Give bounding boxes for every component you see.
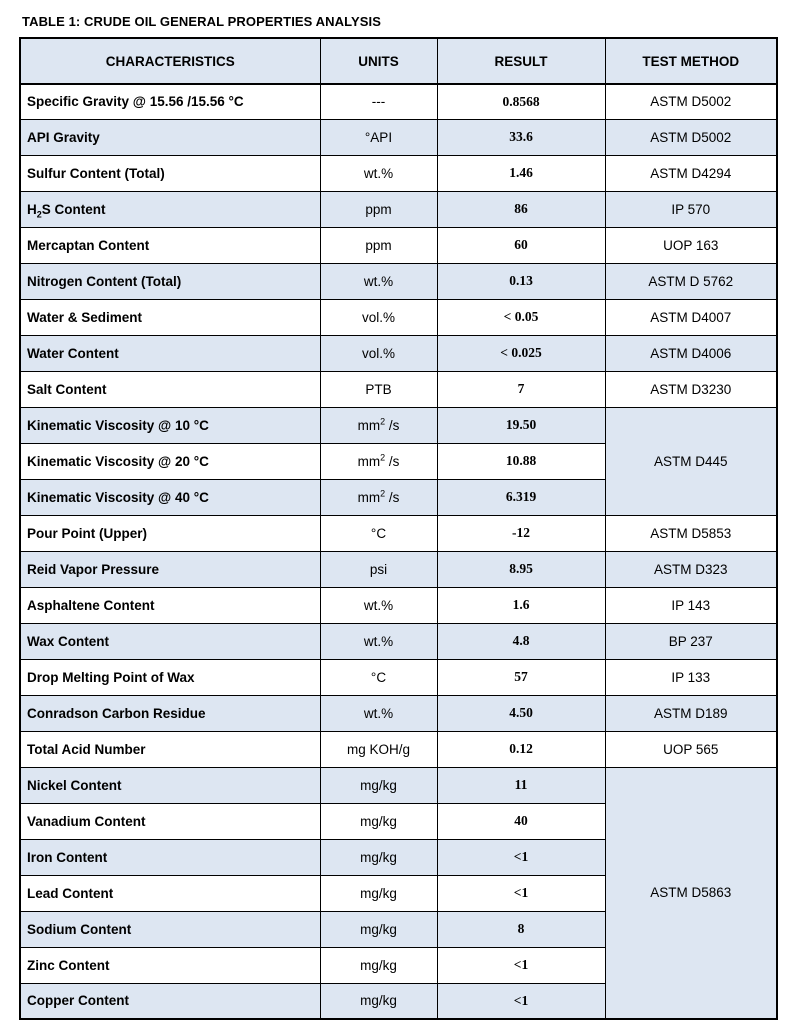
result-cell: 11 [437,767,605,803]
characteristic-cell: Water & Sediment [20,299,320,335]
test-method-cell: ASTM D445 [605,407,777,515]
characteristic-cell: $H_2S$ Content [20,191,320,227]
units-cell: ppm [320,191,437,227]
result-cell: <1 [437,839,605,875]
units-cell: ppm [320,227,437,263]
result-cell: 1.6 [437,587,605,623]
units-cell: vol.% [320,335,437,371]
table-row [20,551,777,587]
result-cell: <1 [437,875,605,911]
test-method-cell: ASTM D5002 [605,119,777,155]
test-method-cell: IP 570 [605,191,777,227]
result-cell: 19.50 [437,407,605,443]
table-row [20,767,777,803]
characteristic-cell: Conradson Carbon Residue [20,695,320,731]
test-method-cell: IP 143 [605,587,777,623]
units-cell: $mm^2$ /s [320,443,437,479]
units-cell: wt.% [320,587,437,623]
result-cell: <1 [437,947,605,983]
result-cell: 8 [437,911,605,947]
result-cell: 1.46 [437,155,605,191]
table-row [20,407,777,443]
test-method-cell: UOP 565 [605,731,777,767]
units-cell: mg/kg [320,983,437,1019]
result-cell: 60 [437,227,605,263]
characteristic-cell: Sodium Content [20,911,320,947]
test-method-cell: UOP 163 [605,227,777,263]
table-row [20,84,777,119]
characteristic-cell: Mercaptan Content [20,227,320,263]
characteristic-cell: Asphaltene Content [20,587,320,623]
result-cell: <1 [437,983,605,1019]
table-title: TABLE 1: CRUDE OIL GENERAL PROPERTIES ANALYSIS [22,14,382,29]
result-cell: 6.319 [437,479,605,515]
units-cell: $mm^2$ /s [320,479,437,515]
characteristic-cell: Lead Content [20,875,320,911]
test-method-cell: ASTM D4294 [605,155,777,191]
table-row [20,515,777,551]
characteristic-cell: Zinc Content [20,947,320,983]
units-cell: psi [320,551,437,587]
table-row [20,191,777,227]
characteristic-cell: Copper Content [20,983,320,1019]
characteristic-cell: Wax Content [20,623,320,659]
result-cell: 57 [437,659,605,695]
units-cell: mg KOH/g [320,731,437,767]
header-result: RESULT [437,38,605,84]
units-cell: vol.% [320,299,437,335]
table-row [20,695,777,731]
table-row [20,119,777,155]
test-method-cell: IP 133 [605,659,777,695]
test-method-cell: ASTM D189 [605,695,777,731]
characteristic-cell: Kinematic Viscosity @ 20 °C [20,443,320,479]
table-row [20,587,777,623]
table-row [20,227,777,263]
result-cell: < 0.05 [437,299,605,335]
result-cell: 0.12 [437,731,605,767]
test-method-cell: ASTM D323 [605,551,777,587]
result-cell: 4.8 [437,623,605,659]
characteristic-cell: Kinematic Viscosity @ 40 °C [20,479,320,515]
header-characteristics: CHARACTERISTICS [20,38,320,84]
characteristic-cell: API Gravity [20,119,320,155]
result-cell: 0.8568 [437,84,605,119]
result-cell: < 0.025 [437,335,605,371]
header-row [20,38,777,84]
properties-table [19,37,778,1020]
units-cell: mg/kg [320,767,437,803]
units-cell: mg/kg [320,947,437,983]
result-cell: 4.50 [437,695,605,731]
units-cell: °C [320,659,437,695]
characteristic-cell: Nickel Content [20,767,320,803]
characteristic-cell: Total Acid Number [20,731,320,767]
units-cell: PTB [320,371,437,407]
units-cell: mg/kg [320,875,437,911]
result-cell: 40 [437,803,605,839]
characteristic-cell: Nitrogen Content (Total) [20,263,320,299]
table-row [20,731,777,767]
result-cell: 10.88 [437,443,605,479]
test-method-cell: BP 237 [605,623,777,659]
units-cell: mg/kg [320,911,437,947]
test-method-cell: ASTM D5002 [605,84,777,119]
table-row [20,155,777,191]
result-cell: 86 [437,191,605,227]
units-cell: wt.% [320,623,437,659]
result-cell: 0.13 [437,263,605,299]
characteristic-cell: Sulfur Content (Total) [20,155,320,191]
table-row [20,299,777,335]
units-cell: wt.% [320,695,437,731]
table-row [20,623,777,659]
table-row [20,659,777,695]
result-cell: 8.95 [437,551,605,587]
units-cell: °C [320,515,437,551]
units-cell: wt.% [320,263,437,299]
units-cell: $mm^2$ /s [320,407,437,443]
units-cell: °API [320,119,437,155]
characteristic-cell: Kinematic Viscosity @ 10 °C [20,407,320,443]
characteristic-cell: Vanadium Content [20,803,320,839]
units-cell: mg/kg [320,803,437,839]
characteristic-cell: Reid Vapor Pressure [20,551,320,587]
table-row [20,371,777,407]
table-row [20,263,777,299]
units-cell: mg/kg [320,839,437,875]
characteristic-cell: Iron Content [20,839,320,875]
test-method-cell: ASTM D 5762 [605,263,777,299]
test-method-cell: ASTM D5853 [605,515,777,551]
table-row [20,335,777,371]
characteristic-cell: Pour Point (Upper) [20,515,320,551]
result-cell: 7 [437,371,605,407]
characteristic-cell: Drop Melting Point of Wax [20,659,320,695]
test-method-cell: ASTM D4006 [605,335,777,371]
units-cell: wt.% [320,155,437,191]
header-test-method: TEST METHOD [605,38,777,84]
header-units: UNITS [320,38,437,84]
characteristic-cell: Specific Gravity @ 15.56 /15.56 °C [20,84,320,119]
units-cell: --- [320,84,437,119]
characteristic-cell: Water Content [20,335,320,371]
test-method-cell: ASTM D3230 [605,371,777,407]
result-cell: -12 [437,515,605,551]
test-method-cell: ASTM D4007 [605,299,777,335]
test-method-cell: ASTM D5863 [605,767,777,1019]
result-cell: 33.6 [437,119,605,155]
characteristic-cell: Salt Content [20,371,320,407]
